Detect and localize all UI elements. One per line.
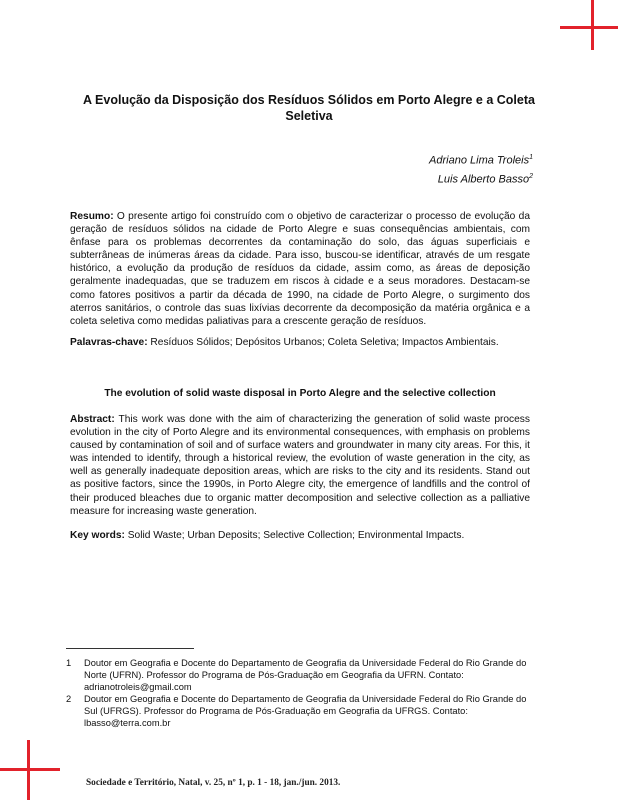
crop-mark-top-right-vertical	[591, 0, 594, 50]
footnote-text: Doutor em Geografia e Docente do Departamento de Geografia da Universidade Federal do Rio Grande do Norte (UFRN). Professor do Programa de Pós-Graduação em Geografia da UFRN. Contato: adrianotroleis@gmail.com	[84, 658, 527, 692]
footnote-divider	[66, 648, 194, 649]
abstract-block	[70, 413, 530, 518]
author-list	[429, 150, 533, 187]
footnote-1	[66, 657, 536, 693]
footnote-number: 2	[66, 694, 72, 704]
palavras-chave-text: Resíduos Sólidos; Depósitos Urbanos; Coleta Seletiva; Impactos Ambientais.	[147, 337, 499, 348]
footnote-text: Doutor em Geografia e Docente do Departamento de Geografia da Universidade Federal do Rio Grande do Sul (UFRGS). Professor do Programa de Pós-Graduação em Geografia da UFRGS. Contato: lbasso@terra.com.br	[84, 694, 527, 728]
resumo-label: Resumo:	[70, 211, 114, 222]
crop-mark-bottom-left-horizontal	[0, 768, 60, 771]
author-1: Adriano Lima Troleis$^1$	[429, 154, 533, 167]
author-2: Luis Alberto Basso$^2$	[437, 172, 533, 186]
footnote-number: 1	[66, 658, 72, 668]
palavras-chave-label: Palavras-chave:	[70, 337, 148, 348]
paper-title: A Evolução da Disposição dos Resíduos Sólidos em Porto Alegre e a Coleta Seletiva	[83, 93, 535, 123]
keywords-block	[70, 529, 530, 542]
english-title: The evolution of solid waste disposal in Porto Alegre and the selective collection	[104, 388, 496, 399]
resumo-text: O presente artigo foi construído com o objetivo de caracterizar o processo de evolução da geração de resíduos sólidos na cidade de Porto Alegre e suas consequências ambientais, com ênfase para os problemas decorrentes da contaminação do solo, das águas superficiais e subterrâneas de inúmeras áreas da cidade. Para isso, buscou-se identificar, através de um resgate histórico, a evolução da produção de resíduos da cidade, assim como, as áreas de deposição geralmente inadequadas, que se traduzem em riscos à cidade e a seus moradores. Destacam-se como fatores positivos a partir da década de 1990, na cidade de Porto Alegre, o surgimento dos aterros sanitários, o controle das suas lixívias decorrente da decomposição da matéria orgânica e a coleta seletiva como medidas paliativas para a crescente geração de resíduos.	[70, 211, 530, 327]
crop-mark-top-right-horizontal	[560, 26, 618, 29]
keywords-label: Key words:	[70, 530, 125, 541]
abstract-label: Abstract:	[70, 414, 115, 425]
footnote-2	[66, 693, 536, 729]
keywords-text: Solid Waste; Urban Deposits; Selective Collection; Environmental Impacts.	[124, 530, 465, 541]
resumo-block	[70, 210, 530, 328]
journal-citation: Sociedade e Território, Natal, v. 25, nº 1, p. 1 - 18, jan./jun. 2013.	[86, 778, 341, 788]
abstract-text: This work was done with the aim of characterizing the generation of solid waste process evolution in the city of Porto Alegre and its environmental consequences, with emphasis on problems caused by contamination of soil and of surface waters and groundwater in many city areas. For this, it was intended to identify, through a historical review, the evolution of waste generation in the city, as well as generally inadequate deposition areas, which are risks to the city and its residents. Stand out as positive factors, since the 1990s, in Porto Alegre city, the emergence of landfills and the control of their produced bleaches due to organic matter decomposition and selective collection as a palliative measure for increasing waste generation.	[70, 414, 530, 517]
palavras-chave-block	[70, 336, 530, 349]
